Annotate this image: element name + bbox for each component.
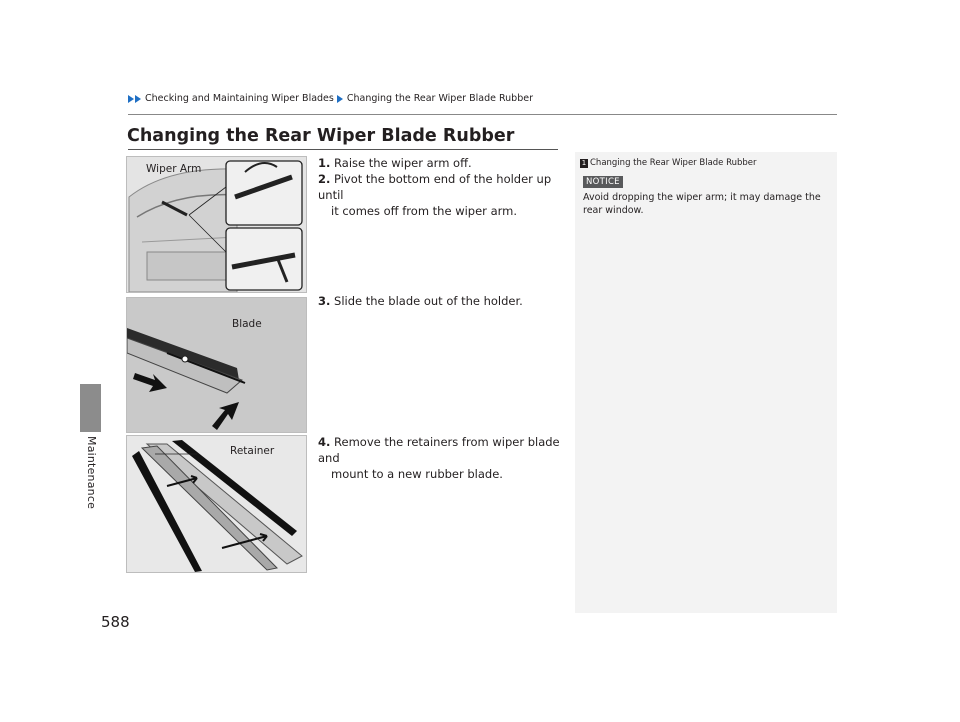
notice-text: Avoid dropping the wiper arm; it may damage the rear window. <box>583 192 821 216</box>
step-number: 3. <box>318 294 331 308</box>
step-text-continued: mount to a new rubber blade. <box>331 467 503 481</box>
notice-badge: NOTICE <box>583 176 623 188</box>
step-1 <box>318 155 558 171</box>
header-divider <box>128 114 837 115</box>
step-number: 4. <box>318 435 331 449</box>
figure-callout-label: Blade <box>232 318 262 330</box>
page-number: 588 <box>101 613 130 631</box>
step-text: Slide the blade out of the holder. <box>334 294 523 308</box>
arrow-right-icon <box>135 95 141 103</box>
note-number-badge: 1 <box>581 158 587 167</box>
note-heading-text: Changing the Rear Wiper Blade Rubber <box>590 158 757 168</box>
figure-blade <box>126 297 307 433</box>
step-text-continued: it comes off from the wiper arm. <box>331 204 517 218</box>
figure-callout-label: Wiper Arm <box>146 163 202 175</box>
step-text: Remove the retainers from wiper blade and <box>318 435 560 465</box>
step-3 <box>318 293 558 309</box>
title-divider <box>128 149 558 150</box>
figure-blade-illustration <box>127 298 306 432</box>
figure-retainer <box>126 435 307 573</box>
figure-callout-label: Retainer <box>230 445 275 457</box>
figure-wiper-arm <box>126 156 307 293</box>
note-heading <box>580 158 757 168</box>
step-number: 2. <box>318 172 331 186</box>
step-text: Pivot the bottom end of the holder up until <box>318 172 552 202</box>
figure-wiper-arm-illustration <box>127 157 306 292</box>
section-tab-label: Maintenance <box>85 436 98 510</box>
step-4 <box>318 434 563 482</box>
figure-retainer-illustration <box>127 436 306 572</box>
section-tab-marker <box>80 384 101 432</box>
step-text: Raise the wiper arm off. <box>334 156 472 170</box>
note-panel <box>575 152 837 613</box>
page-title: Changing the Rear Wiper Blade Rubber <box>127 126 515 146</box>
arrow-right-icon <box>128 95 134 103</box>
breadcrumb-item[interactable]: Changing the Rear Wiper Blade Rubber <box>346 93 533 104</box>
breadcrumb-item[interactable]: Checking and Maintaining Wiper Blades <box>145 93 334 104</box>
step-number: 1. <box>318 156 331 170</box>
step-2 <box>318 171 563 219</box>
breadcrumb <box>128 93 533 104</box>
arrow-right-icon <box>337 95 343 103</box>
